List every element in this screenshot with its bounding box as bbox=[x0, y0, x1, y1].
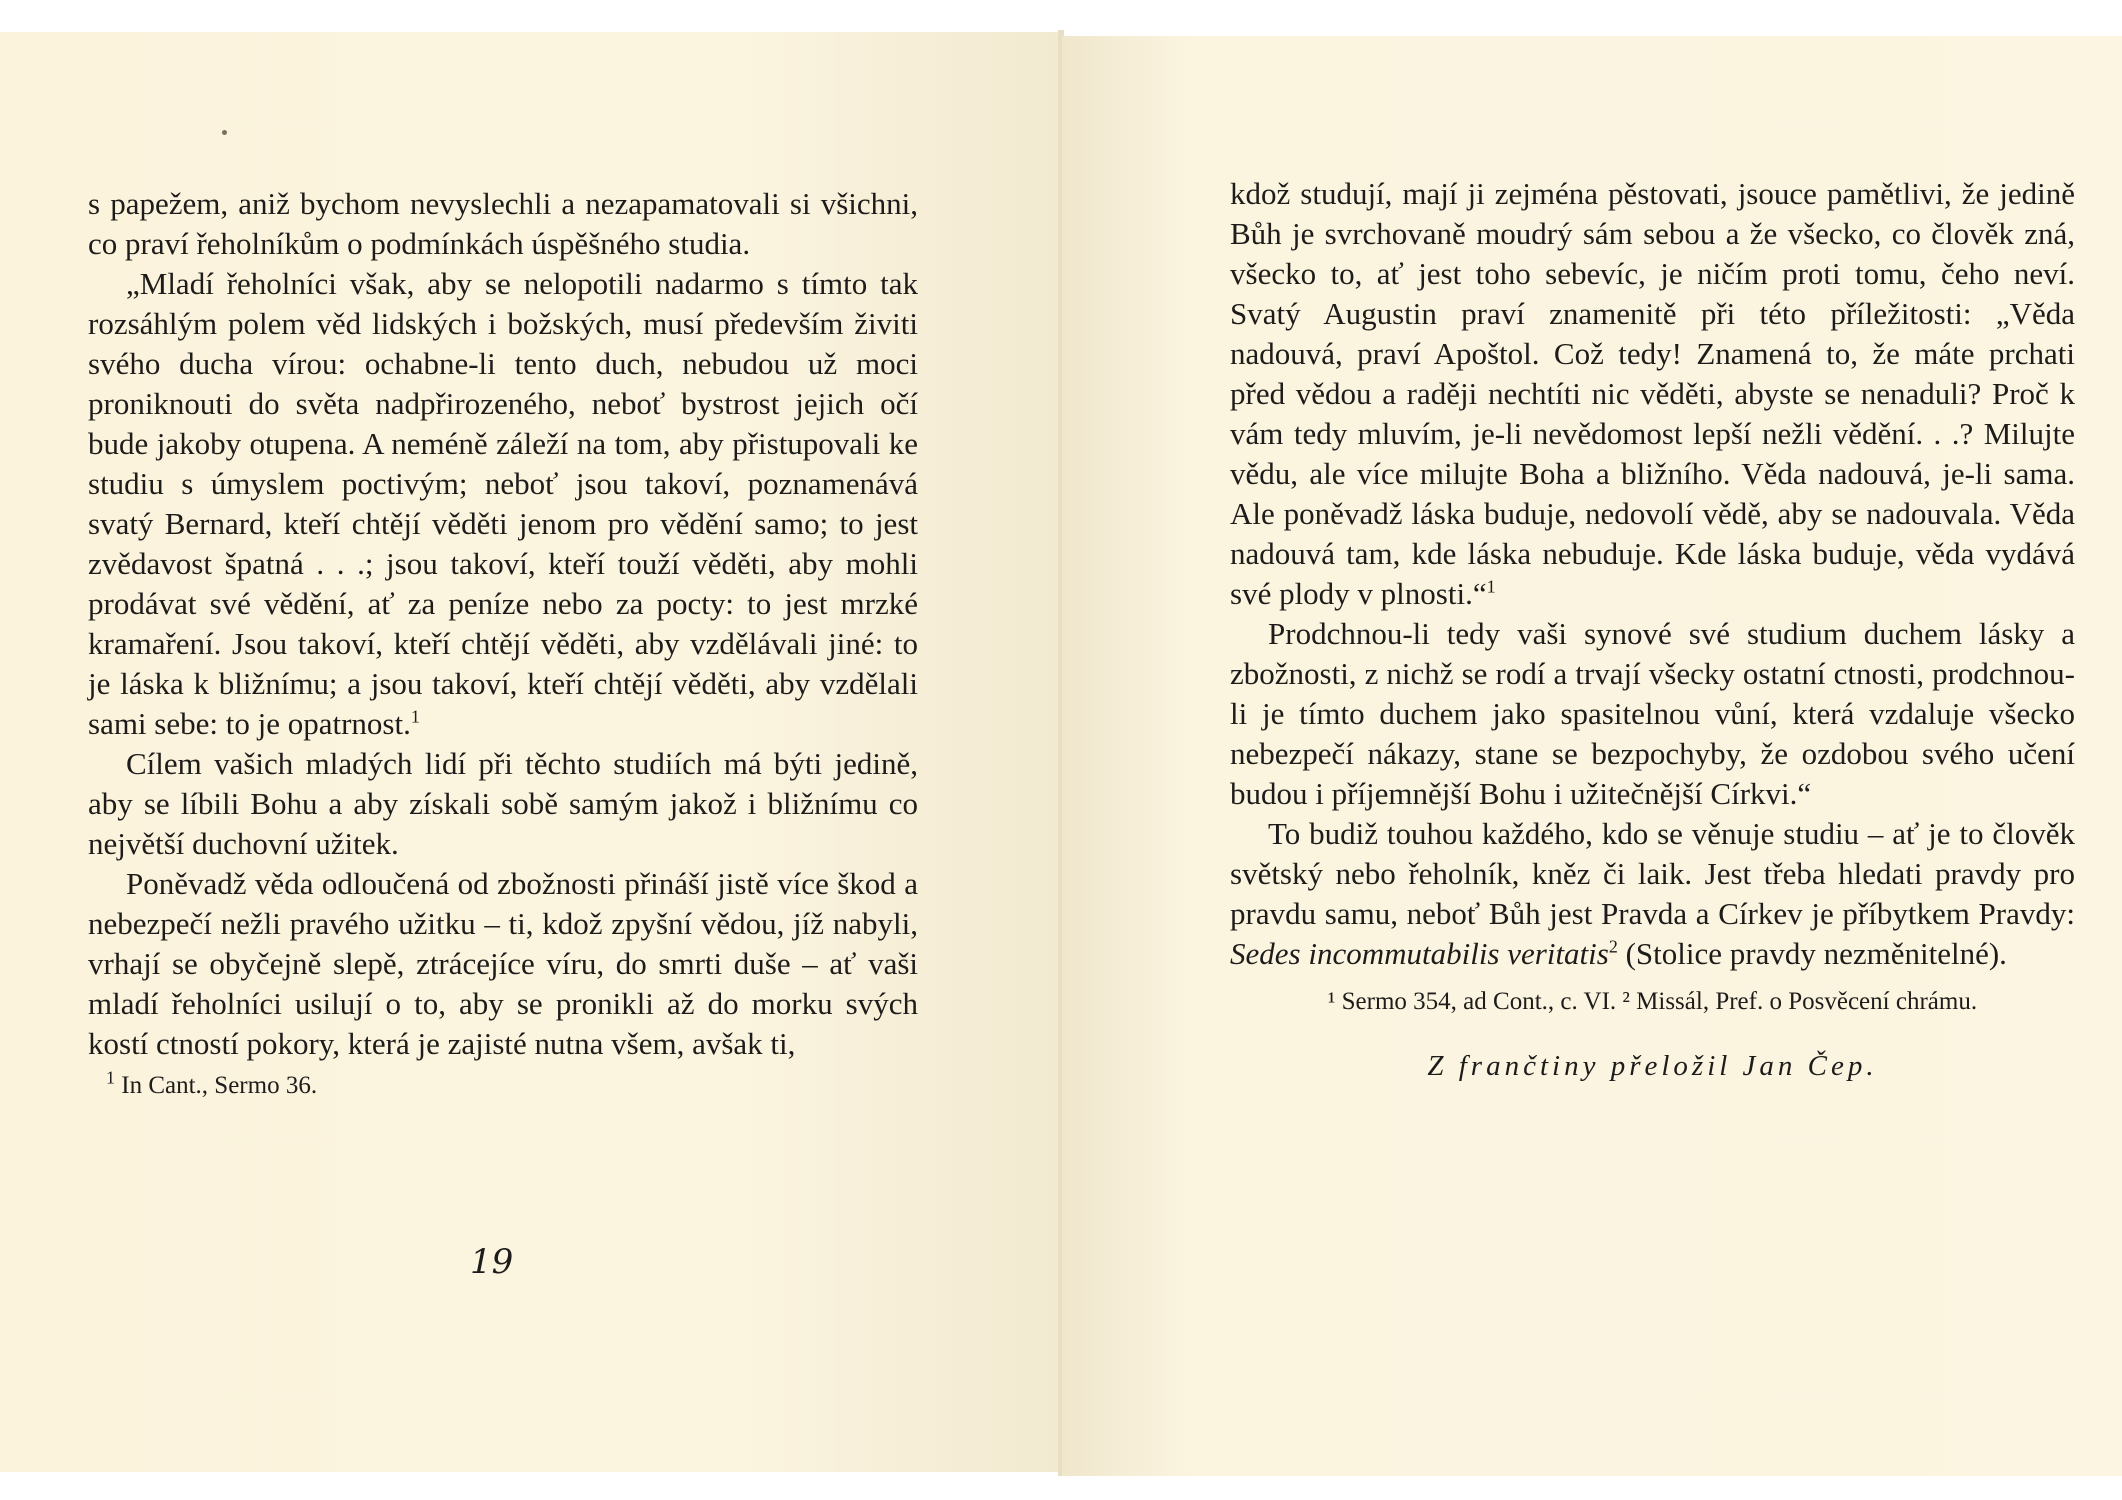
page-number: 19 bbox=[470, 1242, 514, 1282]
left-paragraph-4: Poněvadž věda odloučená od zbožnosti přináší jistě více škod a nebezpečí nežli pravého užitku – ti, kdož zpyšní vědou, jíž nabyli, vrhají se obyčejně slepě, ztrácejíce víru, do smrti duše – ať vaši mladí řeholníci usilují o to, aby se pronikli až do morku svých kostí ctností pokory, která je zajisté nutna všem, avšak ti, bbox=[88, 866, 918, 1061]
right-page bbox=[1062, 36, 2122, 1476]
left-text-block bbox=[88, 184, 918, 1104]
right-paragraph-1: kdož studují, mají ji zejména pěstovati, jsouce pamětlivi, že jedině Bůh je svrchovaně moudrý sám sebou a že všecko, co člověk zná, všecko to, ať jest toho sebevíc, je ničím proti tomu, čeho neví. Svatý Augustin praví znamenitě při této příležitosti: „Věda nadouvá, praví Apoštol. Což tedy! Znamená to, že máte prchati před vědou a raději nechtíti nic věděti, abyste se nenaduli? Proč k vám tedy mluvím, je-li nevědomost lepší nežli vědění. . .? Milujte vědu, ale více milujte Boha a bližního. Věda nadouvá, je-li sama. Ale poněvadž láska buduje, nedovolí vědě, aby se nadouvala. Věda nadouvá tam, kde láska nebuduje. Kde láska buduje, věda vydává své plody v plnosti.“$^1$ bbox=[1230, 176, 2075, 611]
translator-credit: Z frančtiny přeložil Jan Čep. bbox=[1427, 1050, 1878, 1082]
right-paragraph-2: Prodchnou-li tedy vaši synové své studium duchem lásky a zbožnosti, z nichž se rodí a trvají všecky ostatní ctnosti, prodchnou-li je tímto duchem jako spasitelnou vůní, která vzdaluje všecko nebezpečí nákazy, stane se bezpochyby, že ozdobou svého učení budou i příjemnější Bohu i užitečnější Církvi.“ bbox=[1230, 616, 2075, 811]
left-paragraph-2: „Mladí řeholníci však, aby se nelopotili nadarmo s tímto tak rozsáhlým polem věd lidských i božských, musí především živiti svého ducha vírou: ochabne-li tento duch, nebudou už moci proniknouti do světa nadpřirozeného, neboť bystrost jejich očí bude jakoby otupena. A neméně záleží na tom, aby přistupovali ke studiu s úmyslem poctivým; neboť jsou takoví, poznamenává svatý Bernard, kteří chtějí věděti jenom pro vědění samo; to jest zvědavost špatná . . .; jsou takoví, kteří touží věděti, aby mohli prodávat své vědění, ať za peníze nebo za pocty: to jest mrzké kramaření. Jsou takoví, kteří chtějí věděti, aby vzdělávali jiné: to je láska k bližnímu; a jsou takoví, kteří chtějí věděti, aby vzdělali sami sebe: to je opatrnost.$^1$ bbox=[88, 266, 918, 741]
paper-speck bbox=[222, 130, 227, 135]
right-paragraph-3: To budiž touhou každého, kdo se věnuje studiu – ať je to člověk světský nebo řeholník, kněz či laik. Jest třeba hledati pravdy pro pravdu samu, neboť Bůh jest Pravda a Církev je příbytkem Pravdy: Sedes incommutabilis veritatis$^2$ (Stolice pravdy nezměnitelné). bbox=[1230, 816, 2075, 971]
footnote-marker: 1 bbox=[410, 706, 420, 727]
latin-quote: Sedes incommutabilis veritatis bbox=[1230, 936, 1609, 971]
left-paragraph-3: Cílem vašich mladých lidí při těchto studiích má býti jedině, aby se líbili Bohu a aby získali sobě samým jakož i bližnímu co největší duchovní užitek. bbox=[88, 746, 918, 861]
right-footnote: ¹ Sermo 354, ad Cont., c. VI. ² Missál, Pref. o Posvěcení chrámu. bbox=[1327, 988, 1978, 1015]
left-footnote: $^1$ In Cant., Sermo 36. bbox=[106, 1067, 318, 1099]
left-paragraph-1: s papežem, aniž bychom nevyslechli a nezapamatovali si všichni, co praví řeholníkům o podmínkách úspěšného studia. bbox=[88, 186, 918, 261]
left-page bbox=[0, 32, 1060, 1472]
right-text-block bbox=[1230, 174, 2075, 1086]
